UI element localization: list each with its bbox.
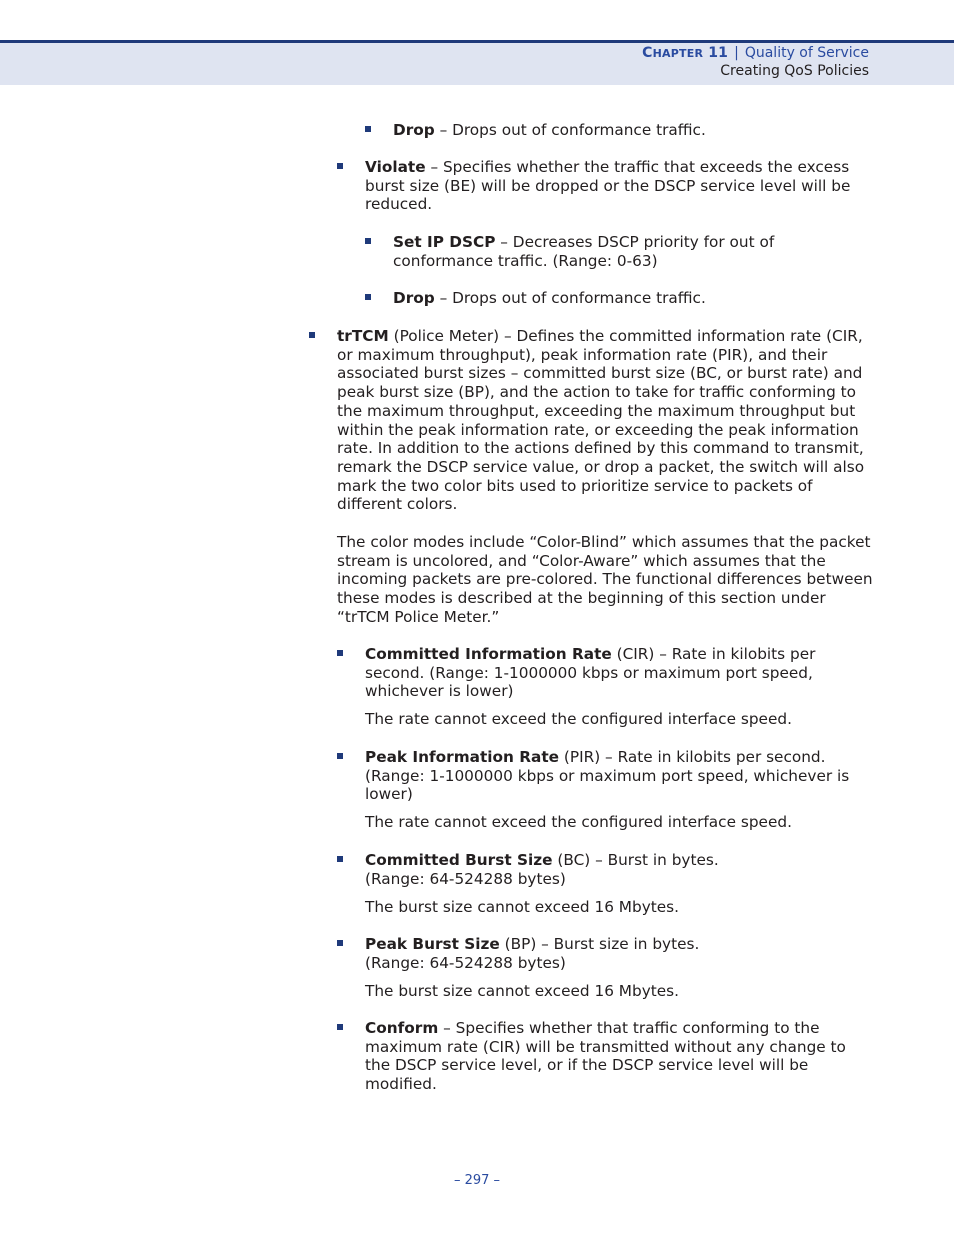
chapter-heading: CHAPTER 11 | Quality of Service	[642, 45, 869, 61]
list-item-set-ip-dscp: Set IP DSCP – Decreases DSCP priority for out of conformance traffic. (Range: 0-63)	[393, 233, 775, 270]
cir-note: The rate cannot exceed the configured interface speed.	[365, 710, 792, 728]
bp-note: The burst size cannot exceed 16 Mbytes.	[365, 982, 680, 1000]
list-item-cir: Committed Information Rate (CIR) – Rate in kilobits per second. (Range: 1-1000000 kbps or maximum port speed, whichever is lower)	[365, 645, 816, 701]
bullet-icon	[337, 753, 343, 759]
list-item-trtcm: trTCM (Police Meter) – Defines the committed information rate (CIR, or maximum throughput), peak information rate (PIR), and their associated burst sizes – committed burst size (BC, or burst rate) and peak burst size (BP), and the action to take for traffic conforming to the maximum throughput, exceeding the maximum throughput but within the peak information rate, or exceeding the peak information rate. In addition to the actions defined by this command to transmit, remark the DSCP service value, or drop a packet, the switch will also mark the two color bits used to prioritize service to packets of different colors.	[337, 327, 865, 514]
pir-note: The rate cannot exceed the configured interface speed.	[365, 813, 792, 831]
list-item-drop: Drop – Drops out of conformance traffic.	[393, 121, 706, 139]
bullet-icon	[337, 856, 343, 862]
list-item-bp: Peak Burst Size (BP) – Burst size in bytes. (Range: 64-524288 bytes)	[365, 935, 700, 972]
bullet-icon	[337, 163, 343, 169]
subsection-title: Creating QoS Policies	[720, 63, 869, 79]
bullet-icon	[337, 940, 343, 946]
bullet-icon	[365, 126, 371, 132]
bc-note: The burst size cannot exceed 16 Mbytes.	[365, 898, 680, 916]
bullet-icon	[309, 332, 315, 338]
paragraph-color-modes: The color modes include “Color-Blind” which assumes that the packet stream is uncolored, and “Color-Aware” which assumes that the incoming packets are pre-colored. The functional differences between these modes is described at the beginning of this section under “trTCM Police Meter.”	[337, 533, 873, 626]
page-number: – 297 –	[453, 1173, 501, 1188]
bullet-icon	[365, 294, 371, 300]
list-item-bc: Committed Burst Size (BC) – Burst in bytes. (Range: 64-524288 bytes)	[365, 851, 719, 888]
bullet-icon	[337, 650, 343, 656]
bullet-icon	[337, 1024, 343, 1030]
list-item-violate: Violate – Specifies whether the traffic that exceeds the excess burst size (BE) will be dropped or the DSCP service level will be reduced.	[365, 158, 851, 214]
list-item-pir: Peak Information Rate (PIR) – Rate in kilobits per second. (Range: 1-1000000 kbps or maximum port speed, whichever is lower)	[365, 748, 850, 804]
list-item-conform: Conform – Specifies whether that traffic conforming to the maximum rate (CIR) will be transmitted without any change to the DSCP service level, or if the DSCP service level will be modified.	[365, 1019, 846, 1094]
list-item-drop: Drop – Drops out of conformance traffic.	[393, 289, 706, 307]
bullet-icon	[365, 238, 371, 244]
section-title: Quality of Service	[744, 45, 869, 61]
